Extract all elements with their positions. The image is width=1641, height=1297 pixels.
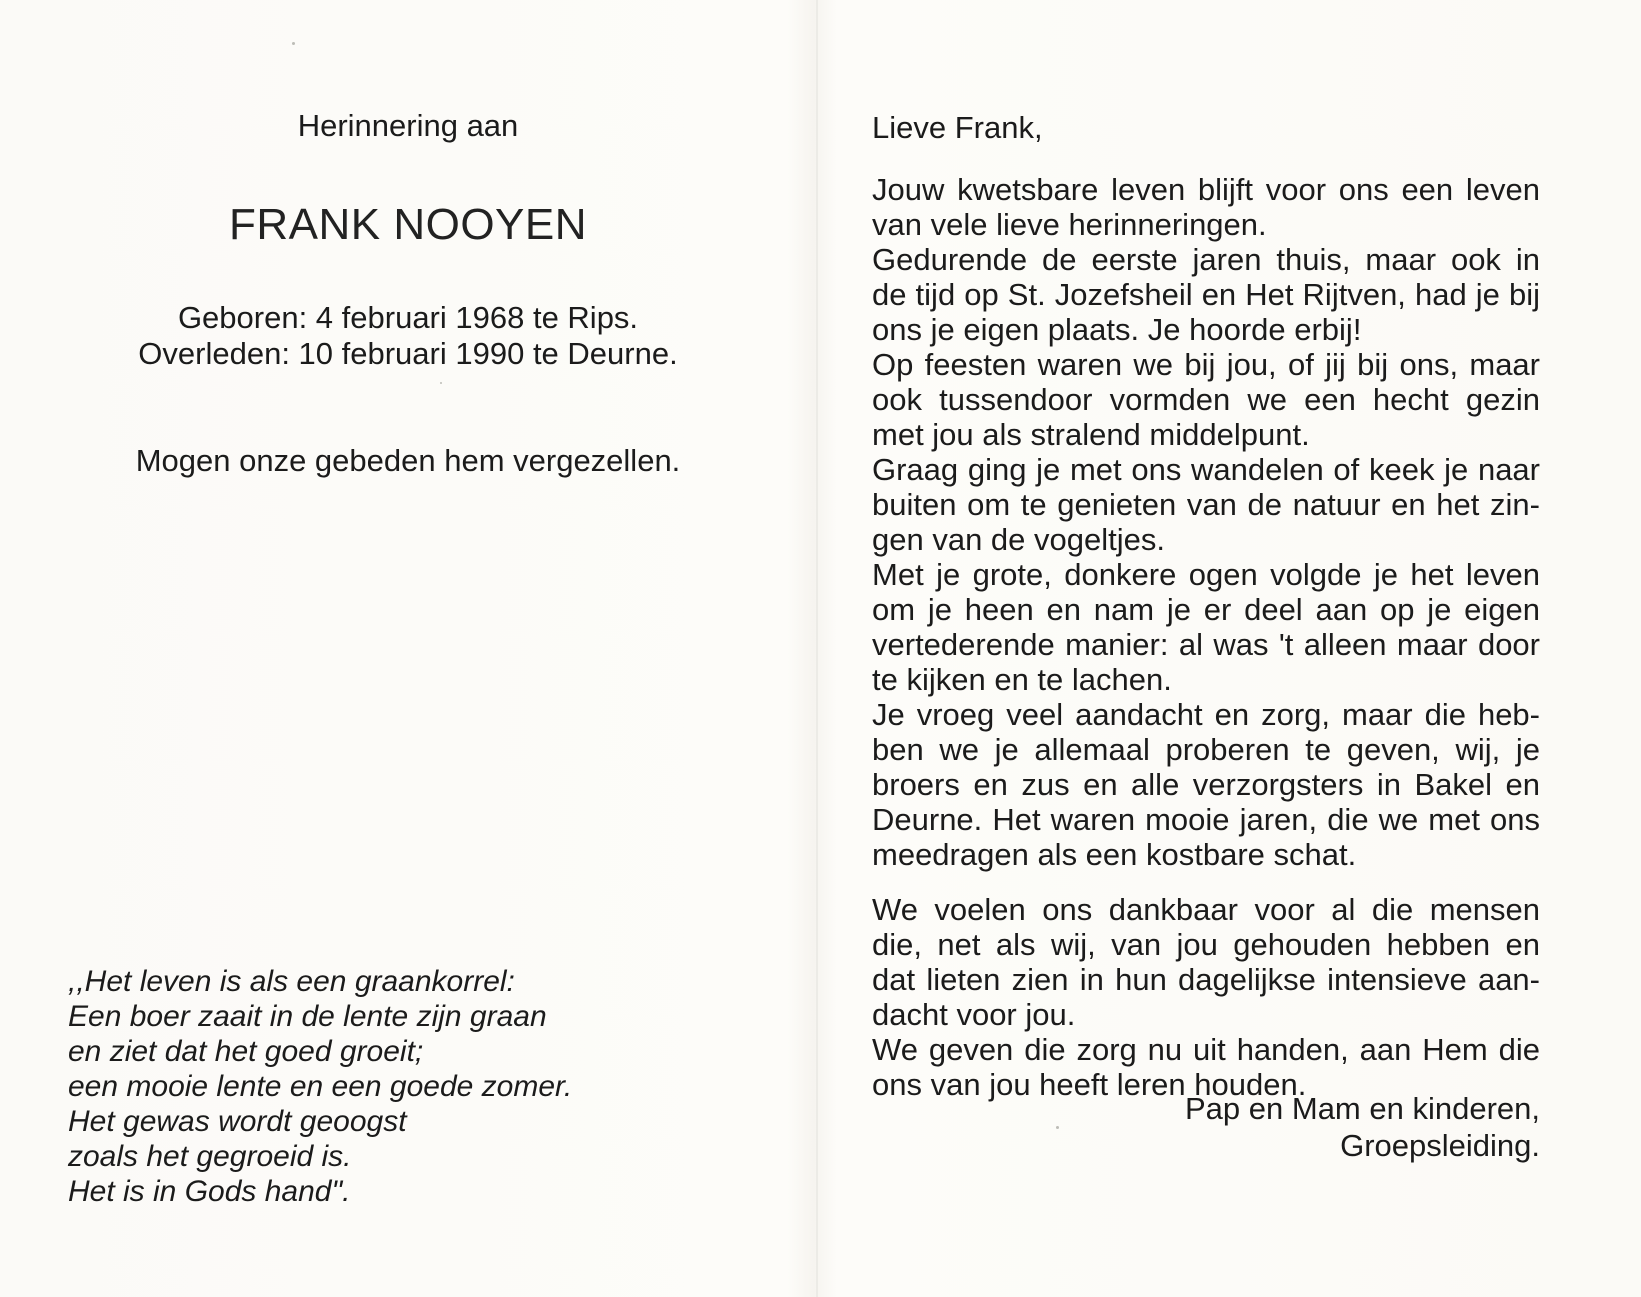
paper-speck — [292, 42, 295, 45]
letter-line: te kijken en te lachen. — [872, 662, 1172, 697]
letter-line: broers en zus en alle verzorgsters in Bakel en — [872, 767, 1540, 802]
poem — [68, 964, 572, 1209]
letter-line: de tijd op St. Jozefsheil en Het Rijtven, had je bij — [872, 277, 1540, 312]
life-dates — [0, 300, 816, 372]
right-panel — [818, 0, 1641, 1297]
letter-line: Op feesten waren we bij jou, of jij bij ons, maar — [872, 347, 1540, 382]
letter-line: Jouw kwetsbare leven blijft voor ons een leven — [872, 172, 1540, 207]
letter-line: Gedurende de eerste jaren thuis, maar ook in — [872, 242, 1540, 277]
letter-line: dacht voor jou. — [872, 997, 1076, 1032]
letter-line: ook tussendoor vormden we een hecht gezin — [872, 382, 1540, 417]
letter-greeting: Lieve Frank, — [872, 110, 1043, 145]
letter-line: met jou als stralend middelpunt. — [872, 417, 1310, 452]
signature-line: Pap en Mam en kinderen, — [1185, 1091, 1540, 1126]
letter-line: van vele lieve herinneringen. — [872, 207, 1267, 242]
signature-block — [872, 1090, 1540, 1164]
letter-line: dat lieten zien in hun dagelijkse intensieve aan- — [872, 962, 1540, 997]
signature-line: Groepsleiding. — [1340, 1128, 1540, 1163]
poem-line: en ziet dat het goed groeit; — [68, 1035, 424, 1068]
paper-speck — [440, 382, 442, 384]
letter-line: ons van jou heeft leren houden. — [872, 1067, 1307, 1102]
letter-line: Met je grote, donkere ogen volgde je het leven — [872, 557, 1540, 592]
poem-line: ,,Het leven is als een graankorrel: — [68, 965, 515, 998]
letter-line: ben we je allemaal proberen te geven, wij, je — [872, 732, 1540, 767]
letter-line: ons je eigen plaats. Je hoorde erbij! — [872, 312, 1362, 347]
letter-line: om je heen en nam je er deel aan op je eigen — [872, 592, 1540, 627]
letter-line: Deurne. Het waren mooie jaren, die we met ons — [872, 802, 1540, 837]
letter-line: Je vroeg veel aandacht en zorg, maar die heb- — [872, 697, 1540, 732]
poem-line: Een boer zaait in de lente zijn graan — [68, 1000, 547, 1033]
letter-line: We geven die zorg nu uit handen, aan Hem die — [872, 1032, 1540, 1067]
prayer-line: Mogen onze gebeden hem vergezellen. — [135, 443, 681, 478]
poem-line: een mooie lente en een goede zomer. — [68, 1070, 573, 1103]
letter-body — [872, 172, 1540, 1102]
letter-line: We voelen ons dankbaar voor al die mensen — [872, 892, 1540, 927]
letter-line: buiten om te genieten van de natuur en het zin- — [872, 487, 1540, 522]
letter-line: die, net als wij, van jou gehouden hebben en — [872, 927, 1540, 962]
birth-line: Geboren: 4 februari 1968 te Rips. — [177, 300, 639, 335]
deceased-name: FRANK NOOYEN — [228, 200, 588, 249]
paper-speck — [1056, 1126, 1059, 1129]
poem-line: Het gewas wordt geoogst — [68, 1105, 407, 1138]
letter-line: vertederende manier: al was 't alleen maar door — [872, 627, 1540, 662]
poem-line: zoals het gegroeid is. — [68, 1140, 352, 1173]
death-line: Overleden: 10 februari 1990 te Deurne. — [138, 336, 678, 371]
paragraph-gap — [872, 872, 1540, 892]
letter-line: meedragen als een kostbare schat. — [872, 837, 1357, 872]
left-panel — [0, 0, 816, 1297]
letter-line: gen van de vogeltjes. — [872, 522, 1165, 557]
intro-text: Herinnering aan — [297, 108, 519, 143]
poem-line: Het is in Gods hand". — [68, 1175, 351, 1208]
letter-line: Graag ging je met ons wandelen of keek je naar — [872, 452, 1540, 487]
